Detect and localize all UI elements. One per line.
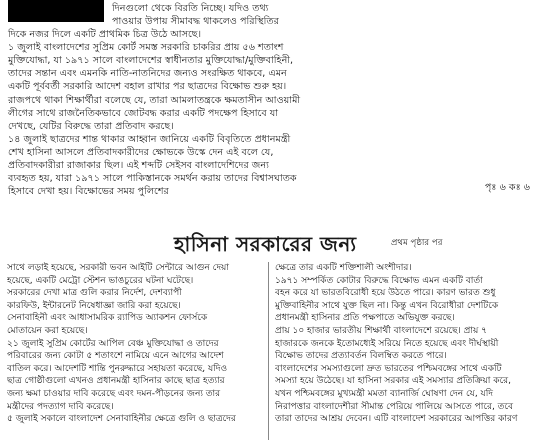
text-line: সেনাবাহিনী এবং আধাসামরিক র‍্যাপিড অ্যাকশন ফোর্সকে: [7, 313, 208, 324]
text-line: প্রধানমন্ত্রী হাসিনার প্রতি পক্ষপাতে অভিযুক্ত করছে।: [275, 313, 455, 324]
text-line: বিক্ষোভ তাদের প্রত্যাবর্তন বিলম্বিত করতে পারে।: [275, 351, 447, 362]
text-line: পাওয়ার উপায় সীমাবদ্ধ থাকলেও পরিস্থিতির: [112, 16, 279, 27]
text-line: হিসাবে দেখা হয়। বিক্ষোভের সময় পুলিশের: [8, 186, 169, 198]
text-line: সাথে লড়াই হয়েছে, সরকারী ভবন আইটি সেন্টারে আগুন দেয়া: [7, 263, 229, 273]
text-line: হয়েছে, একটি মেট্রো স্টেশন ভাঙচুরের ঘটনা ঘটেছে।: [7, 275, 194, 286]
text-line: একটি পূর্ববর্তী সরকারি আদেশ বহাল রাখার পর ছাত্রদের বিক্ষোভ শুরু হয়।: [8, 81, 287, 93]
text-line: ১৯৭১ সম্পর্কিত কোটার বিরুদ্ধে বিক্ষোভ এমন একটি বার্তা: [275, 275, 483, 286]
text-line: লীগের সাথে রাজনৈতিকভাবে জোটবদ্ধ করার একটি পদক্ষেপ হিসাবে যা: [8, 107, 279, 119]
text-line: ব্যবহৃত হয়, যারা ১৯৭১ সালে পাকিস্তানকে সমর্থন করায় তাদের বিশ্বাসঘাতক: [8, 173, 297, 185]
left-column: [7, 262, 264, 426]
top-article: [0, 0, 540, 202]
text-line: মুক্তিযোদ্ধা, যা ১৯৭১ সালে বাংলাদেশের স্বাধীনতার মুক্তিযোদ্ধা/মুক্তিবাহিনী,: [8, 55, 294, 67]
top-article-body: [8, 15, 536, 198]
text-line: সমস্যা হয়ে উঠেছে। যা হাসিনা সরকার এই সমস্যার প্রতিক্রিয়া করে,: [275, 376, 511, 387]
text-line: প্রতিবাদকারীরা রাজাকার ছিল। এই শব্দটি সেইসব বাংলাদেশিদের জন্য: [8, 160, 269, 172]
text-line: দিকে নজর দিলে একটি প্রাথমিক চিত্র উঠে আসছে।: [8, 29, 202, 41]
text-line: বহন করে যা ভারতবিরোধী হয়ে উঠতে পারে। কারণ ভারত শুধু: [275, 288, 496, 299]
text-line: বাতিল করে। আদেশটি শান্তি পুনরুদ্ধারে সহায়তা করেছে, যদিও: [7, 363, 228, 374]
text-line: ক্ষেত্রে তার একটি শক্তিশালী অংশীদার।: [275, 263, 412, 273]
text-line: জন্য ক্ষমা চাওয়ার দাবি করেছে এবং দমন-পীড়নের জন্য তার: [7, 388, 221, 399]
text-line: শেখ হাসিনা আসলে প্রতিবাদকারীদের ক্ষোভকে উস্কে দেন এই বলে যে,: [8, 146, 274, 158]
page-reference: পৃঃ ৬ কঃ ৬: [484, 182, 530, 193]
text-line: ছাত্র গোষ্ঠীগুলো এখনও প্রধানমন্ত্রী হাসিনার কাছে ছাত্র হত্যার: [7, 376, 225, 387]
text-line: তাদের সন্তান এবং এমনকি নাতি-নাতনিদের জন্যও সংরক্ষিত থাকবে, এমন: [8, 68, 287, 80]
text-line: মন্ত্রীদের পদত্যাগ দাবি করেছে।: [7, 401, 114, 412]
text-line: যখন পশ্চিমবঙ্গের মুখ্যমন্ত্রী মমতা ব্যানার্জি ঘোষণা দেন যে, যদি: [275, 388, 494, 399]
text-line: মোতায়েন করা হয়েছে।: [7, 325, 88, 336]
text-line: রাজপথে থাকা শিক্ষার্থীরা বলেছে যে, তারা আমলাতন্ত্রকে ক্ষমতাসীন আওয়ামী: [8, 94, 301, 106]
text-line: নিরাপত্তার বাংলাদেশীরা সীমান্ত পেরিয়ে পালিয়ে আসতে পারে, তবে: [275, 401, 514, 412]
text-line: সরকারের দেখা মাত্র গুলি করার নির্দেশ, দেশব্যাপী: [7, 288, 182, 299]
text-line: পরিবারের জন্য কোটা ৫ শতাংশে নামিয়ে এনে আগের আদেশ: [7, 351, 224, 362]
text-line: বাংলাদেশের সমস্যাগুলো দ্রুত ভারতের পশ্চিমবঙ্গের সাথে একটি: [275, 363, 502, 374]
text-line: ১৪ জুলাই ছাত্রদের শান্ত থাকার আহ্বান জানিয়ে একটি বিবৃতিতে প্রধানমন্ত্রী: [8, 133, 291, 145]
text-line: কারফিউ, ইন্টারনেট নিষেধাজ্ঞা জারি করা হয়েছে।: [7, 300, 181, 311]
text-line: প্রায় ১০ হাজার ভারতীয় শিক্ষার্থী বাংলাদেশে রয়েছে। প্রায় ৭: [275, 325, 487, 336]
text-line: ৫ জুলাই সকালে বাংলাদেশ সেনাবাহিনীর ক্ষেত্রে গুলি ও ছাত্রদের: [7, 414, 236, 425]
text-line: মুক্তিবাহিনীর সাথে যুক্ত ছিল না। কিন্তু এখন বিরোধীরা দেশটিকে: [275, 300, 499, 311]
column-divider: [268, 262, 269, 440]
article-headline: হাসিনা সরকারের জন্য: [174, 232, 357, 256]
text-line: হাজারকে জনকে ইতোমধ্যেই সরিয়ে নিতে হয়েছে এবং দীর্ঘস্থায়ী: [275, 338, 499, 349]
top-article-first-line: দিনগুলো থেকে বিরতি নিচ্ছে। যদিও তথ্য: [112, 3, 269, 14]
text-line: ২১ জুলাই সুপ্রিম কোর্টের আপিল বেঞ্চ মুক্তিযোদ্ধা ও তাদের: [7, 338, 219, 349]
text-line: তারা তাদের আশ্রয় দেবেন। এটি বাংলাদেশ সরকারের আপত্তির কারণ: [275, 414, 518, 425]
text-line: ১ জুলাই বাংলাদেশের সুপ্রিম কোর্ট সমস্ত সরকারি চাকরির প্রায় ৫৬ শতাংশ: [8, 42, 284, 54]
continuation-note: প্রথম পৃষ্ঠার পর: [391, 238, 443, 248]
text-line: দেখছে, যেটির বিরুদ্ধে তারা প্রতিবাদ করছে।: [8, 120, 174, 132]
right-column: [275, 262, 537, 426]
second-article-header: [0, 230, 540, 256]
